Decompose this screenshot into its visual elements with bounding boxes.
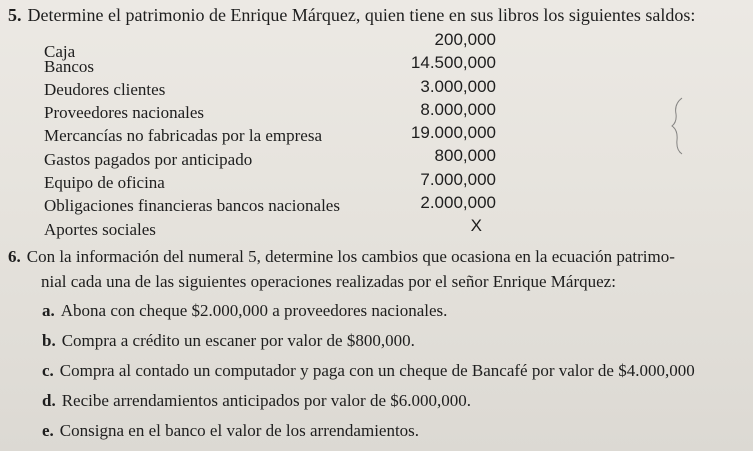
balance-value: 8.000,000 [420,99,496,119]
balance-value: 14.500,000 [410,53,496,73]
balance-value: 3.000,000 [420,76,496,96]
item-letter: d. [42,391,56,410]
list-item [42,330,695,360]
question-5-number: 5. [8,5,22,25]
balance-label: Bancos [44,56,95,76]
item-letter: e. [42,421,54,440]
balance-row [44,170,504,193]
balance-label: Mercancías no fabricadas por la empresa [44,126,323,146]
balance-row [44,123,504,146]
list-item [42,300,695,330]
item-text: Compra a crédito un escaner por valor de $800,000. [61,331,415,350]
balance-value: 800,000 [434,146,496,166]
question-6-number: 6. [8,247,21,266]
balance-row [44,100,504,123]
balance-label: Gastos pagados por anticipado [44,149,253,169]
balance-value: 200,000 [434,30,496,49]
question-5-text: Determine el patrimonio de Enrique Márquez, quien tiene en sus libros los siguientes saldos: [27,5,696,25]
balance-value: X [470,216,482,236]
balance-row [44,146,504,169]
balance-label: Deudores clientes [44,79,166,99]
item-letter: c. [42,361,54,380]
balance-value: 19.000,000 [410,123,496,143]
question-6-heading [8,244,748,294]
pencil-bracket-mark [668,96,688,156]
operations-list [42,300,695,450]
balance-row [44,193,504,216]
item-text: Abona con cheque $2.000,000 a proveedores nacionales. [60,301,448,320]
balance-label: Caja [44,42,76,62]
item-letter: a. [42,301,55,320]
question-6-line-1: Con la información del numeral 5, determine los cambios que ocasiona en la ecuación patrimo- [26,247,675,266]
question-5-heading [8,5,695,26]
balance-label: Proveedores nacionales [44,103,205,123]
balance-row [44,53,504,76]
list-item [42,420,695,450]
balance-label: Obligaciones financieras bancos nacionales [44,196,340,216]
item-text: Recibe arrendamientos anticipados por valor de $6.000,000. [61,391,472,410]
balance-row [44,30,504,62]
balance-value: 2.000,000 [420,193,496,213]
balance-label: Equipo de oficina [44,173,165,193]
list-item [42,390,695,420]
item-text: Consigna en el banco el valor de los arrendamientos. [59,421,420,440]
balances-list [44,30,504,240]
balance-label: Aportes sociales [44,219,156,239]
balance-row [44,77,504,100]
item-text: Compra al contado un computador y paga con un cheque de Bancafé por valor de $4.000,000 [59,361,695,380]
balance-row [44,216,504,239]
list-item [42,360,695,390]
balance-value: 7.000,000 [420,169,496,189]
item-letter: b. [42,331,56,350]
question-6-line-2: nial cada una de las siguientes operaciones realizadas por el señor Enrique Márquez: [41,272,616,291]
